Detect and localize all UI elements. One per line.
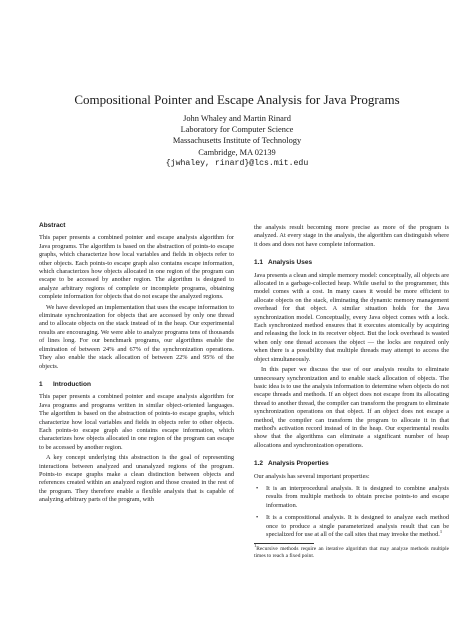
- affiliation-line: Massachusetts Institute of Technology: [172, 136, 302, 146]
- abstract-paragraph: This paper presents a combined pointer and escape analysis algorithm for Java programs. The algorithm is based on the abstraction of points-to escape graphs, which characterize how local variables and fields in objects refer to other objects. Each points-to escape graph also contains escape information, which characterizes how objects allocated in one region of the program can escape to be accessed by another region. The algorithm is designed to analyze arbitrary regions of complete or incomplete programs, obtaining complete information for objects that do not escape the analyzed regions.: [39, 234, 234, 301]
- list-item: [266, 514, 449, 539]
- affiliation-line: Laboratory for Computer Science: [180, 125, 294, 135]
- left-column: [39, 222, 234, 507]
- footnote-rule: [254, 543, 314, 544]
- list-item: [266, 485, 449, 510]
- section-heading-analysis-properties: [254, 460, 449, 468]
- abstract-heading: Abstract: [39, 222, 66, 229]
- footnote-marker: 1: [254, 543, 257, 549]
- paper-title: Compositional Pointer and Escape Analysis for Java Programs: [74, 92, 400, 107]
- authors: John Whaley and Martin Rinard: [183, 114, 291, 123]
- section-heading-analysis-uses: [254, 259, 449, 267]
- list-item-text: It is a compositional analysis. It is designed to analyze each method once to produce a single parameterized analysis result that can be specialized for use at all of the call sites that may invoke the method.: [266, 514, 449, 538]
- affiliation-line: Cambridge, MA 02139: [198, 147, 276, 157]
- body-paragraph: A key concept underlying this abstraction is the goal of representing interactions between analyzed and unanalyzed regions of the program. Points-to escape graphs make a clean distinction between objects and references created within an analyzed region and those created in the rest of the program. They therefore enable a flexible analysis that is capable of analyzing arbitrary parts of the program, with: [39, 454, 234, 504]
- footnote: [254, 543, 449, 560]
- body-paragraph: In this paper we discuss the use of our analysis results to eliminate unnecessary synchronization and to enable stack allocation of objects. The basic idea is to use the analysis information to determine when objects do not escape threads and methods. If an object does not escape from its allocating thread to another thread, the compiler can transform the program to eliminate synchronization operations on that object. If an object does not escape a method, the compiler can transform the program to allocate it in that method's activation record instead of in the heap. Our experimental results show that the algorithms can eliminate a significant number of heap allocations and synchronization operations.: [254, 366, 449, 449]
- section-number: 1.2: [254, 460, 264, 468]
- body-paragraph: Our analysis has several important properties:: [254, 472, 370, 480]
- section-title: Introduction: [53, 380, 91, 388]
- body-paragraph: Java presents a clean and simple memory model: conceptually, all objects are allocated in a garbage-collected heap. While useful to the programmer, this model comes with a cost. In many cases it would be more efficient to allocate objects on the stack, eliminating the dynamic memory management overhead for that object. A similar situation holds for the Java synchronization model. Conceptually, every Java object comes with a lock. Each synchronized method ensures that it executes atomically by acquiring and releasing the lock in its receiver object. But the lock overhead is wasted when only one thread accesses the object — the locks are required only when there is a possibility that multiple threads may attempt to access the object simultaneously.: [254, 271, 449, 363]
- section-title: Analysis Properties: [268, 460, 329, 468]
- properties-list: [254, 485, 449, 539]
- section-number: 1: [39, 380, 43, 388]
- paper-header: [0, 92, 474, 169]
- list-item-text: It is an interprocedural analysis. It is designed to combine analysis results from multiple methods to obtain precise points-to and escape information.: [266, 484, 449, 509]
- section-heading-introduction: [39, 381, 234, 389]
- body-paragraph: the analysis result becoming more precise as more of the program is analyzed. At every stage in the analysis, the algorithm can distinguish where it does and does not have complete information.: [254, 224, 449, 248]
- footnote-reference: 1: [439, 528, 443, 534]
- footnote-text: Recursive methods require an iterative algorithm that may analyze methods multiple times to reach a fixed point.: [254, 546, 449, 560]
- right-column: [254, 224, 449, 560]
- author-email: {jwhaley, rinard}@lcs.mit.edu: [165, 158, 309, 168]
- section-number: 1.1: [254, 259, 264, 267]
- abstract-paragraph: We have developed an implementation that uses the escape information to eliminate synchronization for objects that are accessed by only one thread and to allocate objects on the stack instead of in the heap. Our experimental results are encouraging. We were able to analyze programs tens of thousands of lines long. For our benchmark programs, our algorithms enable the elimination of between 24% and 67% of the synchronization operations. They also enable the stack allocation of between 22% and 95% of the objects.: [39, 303, 234, 370]
- section-title: Analysis Uses: [268, 259, 313, 267]
- body-paragraph: This paper presents a combined pointer and escape analysis algorithm for Java programs and programs written in similar object-oriented languages. The algorithm is based on the abstraction of points-to escape graphs, which characterize how local variables and fields in objects refer to other objects. Each points-to escape graph also contains escape information, which characterizes how objects allocated in one region of the program can escape to be accessed by another region.: [39, 393, 234, 451]
